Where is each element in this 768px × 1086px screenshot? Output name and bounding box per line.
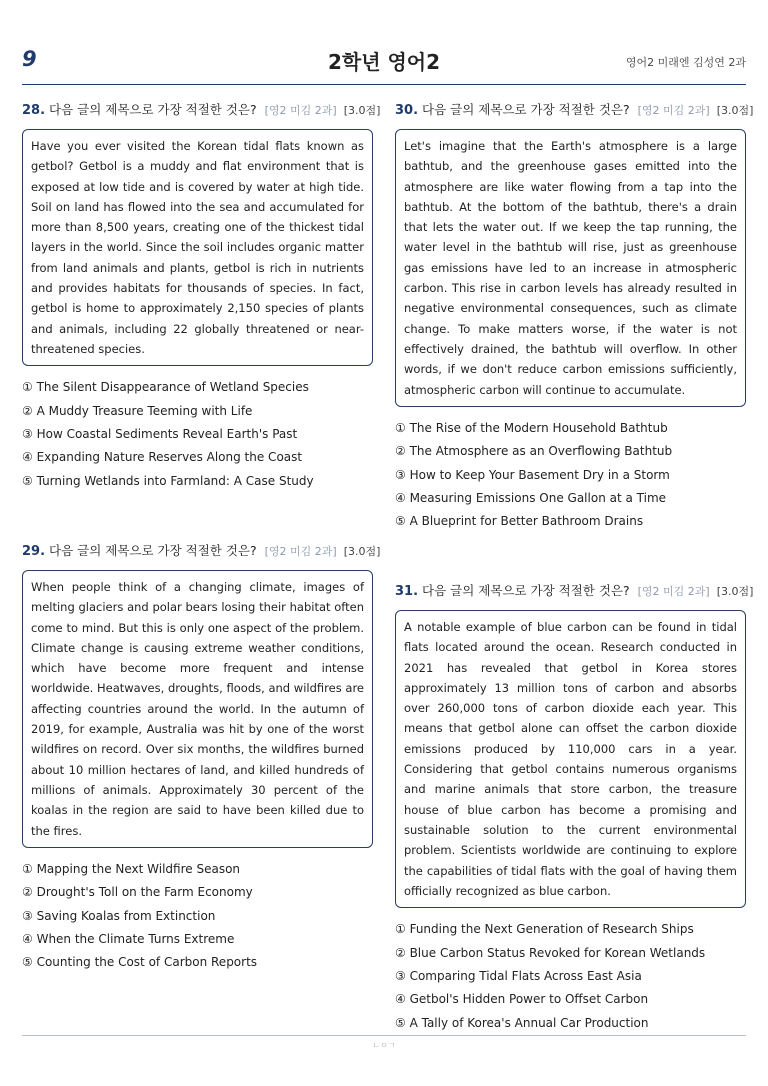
answer-options bbox=[22, 376, 373, 493]
page-title: 2학년 영어2 bbox=[327, 50, 441, 74]
answer-option[interactable]: ② Blue Carbon Status Revoked for Korean Wetlands bbox=[395, 945, 706, 960]
question-header bbox=[395, 100, 754, 121]
question-number: 30. bbox=[395, 103, 419, 118]
question-30 bbox=[395, 100, 754, 534]
answer-options bbox=[22, 858, 373, 975]
question-header bbox=[22, 541, 381, 562]
answer-option[interactable]: ① Funding the Next Generation of Research Ships bbox=[395, 922, 694, 937]
answer-option[interactable]: ④ Measuring Emissions One Gallon at a Time bbox=[395, 491, 667, 506]
question-31 bbox=[395, 581, 754, 1035]
passage-box: Let's imagine that the Earth's atmosphere is a large bathtub, and the greenhouse gases emitted into the atmosphere are like water flowing from a tap into the bathtub. At the bottom of the bathtub, there's a drain that lets the water out. If we keep the tap running, the water level in the bathtub will rise, just as greenhouse gas emissions have led to an increase in atmospheric carbon. This rise in carbon levels has already resulted in negative environmental consequences, such as climate change. To make matters worse, if the water is not effectively drained, the bathtub will overflow. In other words, if we don't reduce carbon emissions sufficiently, atmospheric carbon will continue to accumulate. bbox=[395, 129, 746, 407]
answer-option[interactable]: ① Mapping the Next Wildfire Season bbox=[22, 861, 241, 876]
answer-option[interactable]: ② A Muddy Treasure Teeming with Life bbox=[22, 403, 253, 418]
passage-box: A notable example of blue carbon can be found in tidal flats located around the ocean. Research conducted in 2021 has revealed that getbol in Korea stores approximately 13 million tons of carbon and absorbs over 260,000 tons of carbon dioxide each year. This means that getbol alone can offset the carbon dioxide emissions produced by 110,000 cars in a year. Considering that getbol contains numerous organisms and marine animals that store carbon, the treasure house of blue carbon has become a promising and sustainable solution to the current environmental problem. Scientists worldwide are continuing to explore the capabilities of tidal flats with the goal of having them officially recognized as blue carbon. bbox=[395, 610, 746, 908]
answer-option[interactable]: ② Drought's Toll on the Farm Economy bbox=[22, 885, 253, 900]
question-number: 29. bbox=[22, 544, 46, 559]
question-28 bbox=[22, 100, 381, 493]
question-tag: [영2 미김 2과] bbox=[264, 104, 337, 117]
answer-option[interactable]: ⑤ A Tally of Korea's Annual Car Production bbox=[395, 1015, 649, 1030]
question-points: [3.0점] bbox=[716, 585, 754, 598]
page-number: 9 bbox=[22, 47, 37, 71]
passage-box: When people think of a changing climate, images of melting glaciers and polar bears losing their habitat often come to mind. But this is only one aspect of the problem. Climate change is causing extreme weather conditions, which have become more frequent and intense worldwide. Heatwaves, droughts, floods, and wildfires are affecting countries around the world. In the autumn of 2019, for example, Australia was hit by one of the worst wildfires on record. Over six months, the wildfires burned about 10 million hectares of land, and killed hundreds of millions of animals. Approximately 30 percent of the koalas in the region are said to have been killed due to the fires. bbox=[22, 570, 373, 848]
question-prompt: 다음 글의 제목으로 가장 적절한 것은? bbox=[422, 102, 630, 117]
answer-option[interactable]: ③ How Coastal Sediments Reveal Earth's Past bbox=[22, 427, 298, 442]
question-header bbox=[22, 100, 381, 121]
question-prompt: 다음 글의 제목으로 가장 적절한 것은? bbox=[49, 543, 257, 558]
answer-option[interactable]: ③ How to Keep Your Basement Dry in a Storm bbox=[395, 467, 670, 482]
answer-option[interactable]: ③ Comparing Tidal Flats Across East Asia bbox=[395, 968, 642, 983]
passage-box: Have you ever visited the Korean tidal flats known as getbol? Getbol is a muddy and flat environment that is exposed at low tide and is covered by water at high tide. Soil on land has flowed into the sea and accumulated for more than 8,500 years, creating one of the thickest tidal layers in the world. Since the soil includes organic matter from land animals and plants, getbol is rich in nutrients and provides habitats for thousands of species. In fact, getbol is home to approximately 2,150 species of plants and animals, including 22 globally threatened or near-threatened species. bbox=[22, 129, 373, 366]
answer-option[interactable]: ⑤ A Blueprint for Better Bathroom Drains bbox=[395, 514, 644, 529]
question-number: 31. bbox=[395, 584, 419, 599]
question-29 bbox=[22, 541, 381, 975]
answer-options bbox=[395, 417, 746, 534]
exam-info: 영어2 미래엔 김성연 2과 bbox=[625, 56, 746, 69]
answer-option[interactable]: ② The Atmosphere as an Overflowing Bathtub bbox=[395, 444, 673, 459]
footer-divider bbox=[22, 1035, 746, 1036]
answer-option[interactable]: ⑤ Counting the Cost of Carbon Reports bbox=[22, 955, 258, 970]
header-divider bbox=[22, 84, 746, 85]
question-points: [3.0점] bbox=[343, 104, 381, 117]
question-prompt: 다음 글의 제목으로 가장 적절한 것은? bbox=[422, 583, 630, 598]
question-prompt: 다음 글의 제목으로 가장 적절한 것은? bbox=[49, 102, 257, 117]
answer-option[interactable]: ⑤ Turning Wetlands into Farmland: A Case Study bbox=[22, 473, 314, 488]
question-header bbox=[395, 581, 754, 602]
answer-options bbox=[395, 918, 746, 1035]
answer-option[interactable]: ③ Saving Koalas from Extinction bbox=[22, 908, 216, 923]
answer-option[interactable]: ④ Expanding Nature Reserves Along the Coast bbox=[22, 450, 303, 465]
question-points: [3.0점] bbox=[716, 104, 754, 117]
question-tag: [영2 미김 2과] bbox=[637, 585, 710, 598]
answer-option[interactable]: ④ Getbol's Hidden Power to Offset Carbon bbox=[395, 992, 649, 1007]
question-points: [3.0점] bbox=[343, 545, 381, 558]
question-tag: [영2 미김 2과] bbox=[637, 104, 710, 117]
answer-option[interactable]: ① The Silent Disappearance of Wetland Species bbox=[22, 380, 309, 395]
footer-mark: ㄴㅇㄱ bbox=[372, 1041, 396, 1050]
answer-option[interactable]: ① The Rise of the Modern Household Bathtub bbox=[395, 420, 668, 435]
question-number: 28. bbox=[22, 103, 46, 118]
answer-option[interactable]: ④ When the Climate Turns Extreme bbox=[22, 932, 235, 947]
question-tag: [영2 미김 2과] bbox=[264, 545, 337, 558]
